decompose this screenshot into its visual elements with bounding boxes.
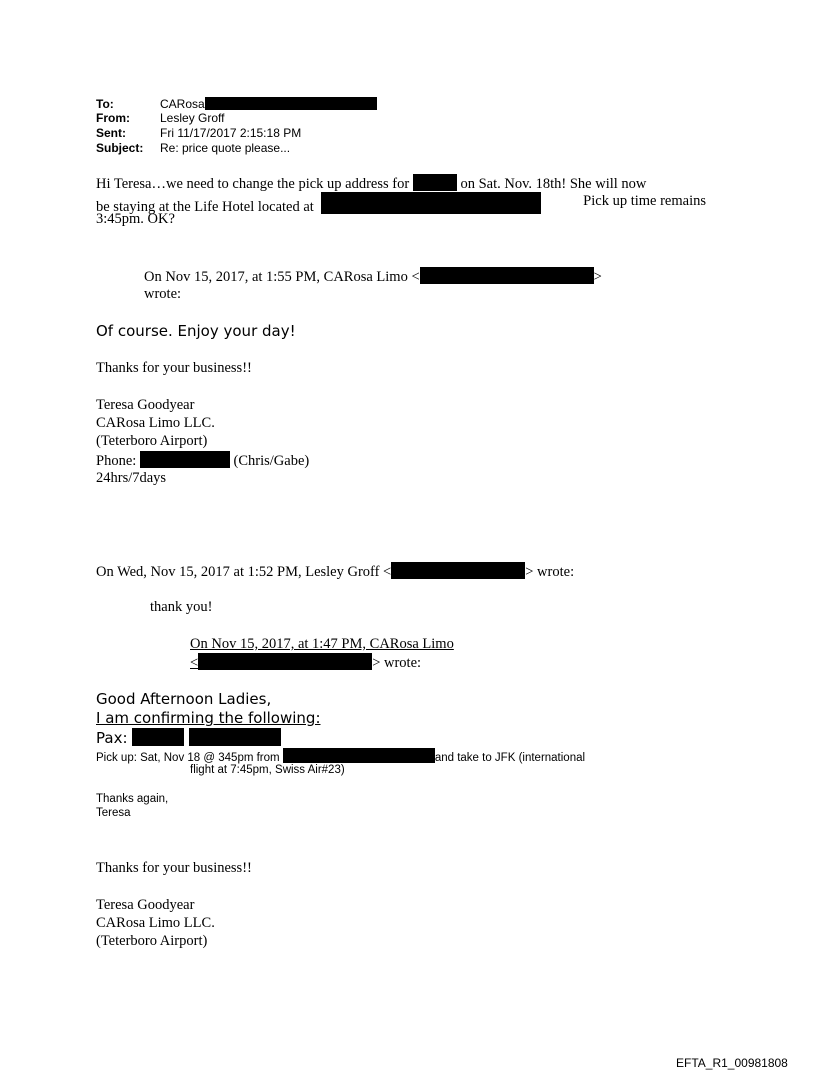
- pax-label: Pax:: [96, 729, 128, 747]
- header-from: [96, 111, 224, 125]
- confirm-greeting: Good Afternoon Ladies,: [96, 690, 272, 708]
- message1-line1: [96, 174, 646, 193]
- reply1-thanks: Thanks for your business!!: [96, 360, 252, 376]
- message1-line3: 3:45pm. OK?: [96, 211, 175, 227]
- reply2-thanks: Thanks for your business!!: [96, 860, 252, 876]
- redaction: [140, 451, 230, 468]
- redaction: [391, 562, 525, 579]
- header-subject: [96, 141, 290, 155]
- confirm-line2: [96, 709, 321, 727]
- header-to: [96, 97, 377, 111]
- quote3-text: <: [190, 655, 199, 671]
- from-label: From:: [96, 111, 130, 125]
- redaction: [132, 728, 184, 746]
- quote3-line2: [190, 653, 421, 672]
- redaction: [420, 267, 594, 284]
- sent-value: Fri 11/17/2017 2:15:18 PM: [160, 126, 302, 140]
- message1-text: Hi Teresa…we need to change the pick up address for: [96, 176, 410, 192]
- quote1-text: On Nov 15, 2017, at 1:55 PM, CARosa Limo <: [144, 269, 420, 285]
- quote2-line: [96, 562, 574, 581]
- pickup-text: and take to JFK (international: [434, 752, 586, 764]
- confirm-pax: [96, 728, 281, 747]
- sent-label: Sent:: [96, 126, 126, 140]
- message1-text: on Sat. Nov. 18th! She will now: [460, 176, 647, 192]
- signature-company: CARosa Limo LLC.: [96, 415, 215, 431]
- confirm-flight: flight at 7:45pm, Swiss Air#23): [190, 764, 345, 776]
- quote1-line1: [144, 267, 602, 286]
- quote2-text: On Wed, Nov 15, 2017 at 1:52 PM, Lesley Groff <: [96, 564, 392, 580]
- from-value: Lesley Groff: [160, 111, 225, 125]
- signature-hours: 24hrs/7days: [96, 470, 167, 486]
- subject-label: Subject:: [96, 141, 144, 155]
- header-sent: [96, 126, 301, 140]
- pickup-text: Pick up: Sat, Nov 18 @ 345pm from: [96, 752, 280, 764]
- redaction: [189, 728, 281, 746]
- redaction: [321, 192, 541, 214]
- message1-text: Pick up time remains: [583, 193, 706, 209]
- confirm-signoff: Teresa: [96, 807, 131, 819]
- to-label: To:: [96, 97, 114, 111]
- confirm-thanks: Thanks again,: [96, 793, 169, 805]
- phone-label: Phone:: [96, 453, 137, 469]
- quote1-text: >: [593, 269, 602, 285]
- quote2-body: thank you!: [150, 599, 213, 615]
- reply1-body: Of course. Enjoy your day!: [96, 322, 296, 340]
- phone-note: (Chris/Gabe): [233, 453, 310, 469]
- to-value: CARosa: [160, 97, 205, 111]
- subject-value: Re: price quote please...: [160, 141, 291, 155]
- signature-location: (Teterboro Airport): [96, 933, 208, 949]
- quote2-text: > wrote:: [525, 564, 575, 580]
- redaction: [205, 97, 377, 110]
- document-id: EFTA_R1_00981808: [676, 1056, 788, 1070]
- signature-name: Teresa Goodyear: [96, 397, 195, 413]
- redaction: [413, 174, 457, 191]
- quote3-line1: On Nov 15, 2017, at 1:47 PM, CARosa Limo: [190, 636, 454, 652]
- quote1-line2: wrote:: [144, 286, 182, 302]
- signature-phone: [96, 451, 309, 470]
- signature-company: CARosa Limo LLC.: [96, 915, 215, 931]
- confirm-text: I am confirming the following:: [96, 709, 321, 727]
- signature-name: Teresa Goodyear: [96, 897, 195, 913]
- message1-text: be staying at the Life Hotel located at: [96, 199, 314, 215]
- signature-location: (Teterboro Airport): [96, 433, 208, 449]
- redaction: [283, 748, 435, 763]
- redaction: [198, 653, 372, 670]
- quote3-text: > wrote:: [372, 655, 422, 671]
- message1-line2: [96, 192, 706, 216]
